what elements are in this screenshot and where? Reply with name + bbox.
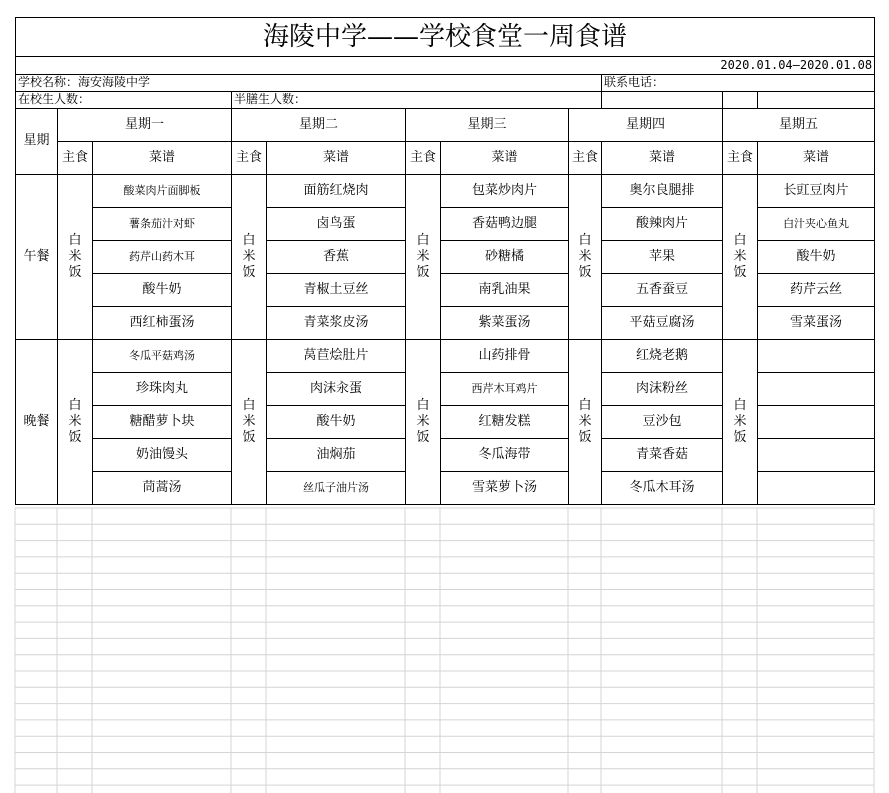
staple-char: 白 — [68, 397, 82, 413]
staple-char: 饭 — [733, 265, 747, 281]
weekly-menu-table — [15, 17, 875, 505]
staple-cell — [723, 340, 758, 505]
dish-cell: 红烧老鹅 — [602, 340, 723, 373]
dish-cell — [758, 373, 875, 406]
dish-cell: 珍珠肉丸 — [93, 373, 232, 406]
dish-cell: 酸牛奶 — [758, 241, 875, 274]
menu-header: 菜谱 — [602, 142, 723, 175]
dish-cell: 南乳油果 — [441, 274, 569, 307]
dish-cell: 丝瓜子油片汤 — [267, 472, 406, 505]
dish-cell: 紫菜蛋汤 — [441, 307, 569, 340]
staple-char: 米 — [578, 413, 592, 429]
dish-cell: 酸牛奶 — [93, 274, 232, 307]
students-in-school-label: 在校生人数： — [16, 92, 232, 109]
dish-cell: 山药排骨 — [441, 340, 569, 373]
day-header: 星期一 — [58, 109, 232, 142]
staple-char: 白 — [242, 232, 256, 248]
staple-char: 饭 — [242, 430, 256, 446]
staple-header: 主食 — [569, 142, 602, 175]
empty-cell — [758, 92, 875, 109]
empty-cell — [602, 92, 723, 109]
dish-cell: 药芹云丝 — [758, 274, 875, 307]
dish-cell: 面筋红烧肉 — [267, 175, 406, 208]
staple-char: 白 — [733, 232, 747, 248]
dish-cell: 雪菜蛋汤 — [758, 307, 875, 340]
dish-cell: 冬瓜海带 — [441, 439, 569, 472]
dish-cell — [758, 439, 875, 472]
staple-char: 饭 — [578, 265, 592, 281]
day-header: 星期五 — [723, 109, 875, 142]
staple-char: 米 — [242, 248, 256, 264]
dish-cell: 雪菜萝卜汤 — [441, 472, 569, 505]
menu-header: 菜谱 — [93, 142, 232, 175]
dish-cell: 奥尔良腿排 — [602, 175, 723, 208]
staple-char: 米 — [68, 413, 82, 429]
dish-cell — [758, 340, 875, 373]
dish-cell: 西芹木耳鸡片 — [441, 373, 569, 406]
staple-cell — [723, 175, 758, 340]
staple-char: 白 — [578, 397, 592, 413]
staple-cell — [569, 340, 602, 505]
staple-char: 饭 — [416, 430, 430, 446]
dish-cell: 五香蚕豆 — [602, 274, 723, 307]
staple-char: 米 — [733, 248, 747, 264]
staple-cell — [406, 175, 441, 340]
meal-label: 午餐 — [16, 175, 58, 340]
dish-cell: 白汁夹心鱼丸 — [758, 208, 875, 241]
staple-char: 白 — [416, 397, 430, 413]
dish-cell: 冬瓜平菇鸡汤 — [93, 340, 232, 373]
staple-char: 米 — [68, 248, 82, 264]
phone-label: 联系电话： — [602, 75, 875, 92]
dish-cell: 苹果 — [602, 241, 723, 274]
staple-header: 主食 — [58, 142, 93, 175]
staple-header: 主食 — [406, 142, 441, 175]
staple-char: 饭 — [733, 430, 747, 446]
dish-cell: 冬瓜木耳汤 — [602, 472, 723, 505]
staple-cell — [232, 340, 267, 505]
staple-char: 饭 — [242, 265, 256, 281]
dish-cell: 西红柿蛋汤 — [93, 307, 232, 340]
dish-cell: 青椒土豆丝 — [267, 274, 406, 307]
meal-label: 晚餐 — [16, 340, 58, 505]
dish-cell: 莴苣烩肚片 — [267, 340, 406, 373]
staple-char: 饭 — [578, 430, 592, 446]
half-board-students-label: 半膳生人数： — [232, 92, 602, 109]
dish-cell: 肉沫粉丝 — [602, 373, 723, 406]
dish-cell: 酸牛奶 — [267, 406, 406, 439]
staple-char: 米 — [578, 248, 592, 264]
staple-header: 主食 — [723, 142, 758, 175]
dish-cell: 长豇豆肉片 — [758, 175, 875, 208]
dish-cell: 青菜浆皮汤 — [267, 307, 406, 340]
staple-char: 白 — [733, 397, 747, 413]
day-header: 星期三 — [406, 109, 569, 142]
school-name: 学校名称：海安海陵中学 — [16, 75, 602, 92]
dish-cell: 酸菜肉片面脚板 — [93, 175, 232, 208]
menu-header: 菜谱 — [267, 142, 406, 175]
dish-cell: 茼蒿汤 — [93, 472, 232, 505]
dish-cell: 香蕉 — [267, 241, 406, 274]
staple-char: 米 — [242, 413, 256, 429]
dish-cell: 豆沙包 — [602, 406, 723, 439]
dish-cell — [758, 472, 875, 505]
dish-cell: 卤鸟蛋 — [267, 208, 406, 241]
staple-char: 饭 — [68, 430, 82, 446]
staple-char: 饭 — [68, 265, 82, 281]
dish-cell: 平菇豆腐汤 — [602, 307, 723, 340]
dish-cell: 砂糖橘 — [441, 241, 569, 274]
dish-cell: 酸辣肉片 — [602, 208, 723, 241]
staple-cell — [569, 175, 602, 340]
staple-char: 白 — [242, 397, 256, 413]
dish-cell: 香菇鸭边腿 — [441, 208, 569, 241]
menu-header: 菜谱 — [441, 142, 569, 175]
dish-cell: 奶油馒头 — [93, 439, 232, 472]
dish-cell: 青菜香菇 — [602, 439, 723, 472]
page-title: 海陵中学——学校食堂一周食谱 — [16, 18, 875, 57]
dish-cell: 糖醋萝卜块 — [93, 406, 232, 439]
staple-char: 白 — [416, 232, 430, 248]
dish-cell: 包菜炒肉片 — [441, 175, 569, 208]
staple-cell — [58, 340, 93, 505]
date-range: 2020.01.04—2020.01.08 — [16, 57, 875, 75]
day-header: 星期四 — [569, 109, 723, 142]
staple-cell — [406, 340, 441, 505]
weekday-header: 星期 — [16, 109, 58, 175]
dish-cell: 肉沫汆蛋 — [267, 373, 406, 406]
staple-char: 白 — [68, 232, 82, 248]
staple-char: 米 — [416, 413, 430, 429]
staple-char: 白 — [578, 232, 592, 248]
staple-header: 主食 — [232, 142, 267, 175]
staple-cell — [232, 175, 267, 340]
empty-cell — [723, 92, 758, 109]
dish-cell: 薯条茄汁对虾 — [93, 208, 232, 241]
staple-char: 米 — [733, 413, 747, 429]
staple-cell — [58, 175, 93, 340]
menu-header: 菜谱 — [758, 142, 875, 175]
dish-cell: 药芹山药木耳 — [93, 241, 232, 274]
dish-cell: 油焖茄 — [267, 439, 406, 472]
staple-char: 米 — [416, 248, 430, 264]
dish-cell — [758, 406, 875, 439]
day-header: 星期二 — [232, 109, 406, 142]
dish-cell: 红糖发糕 — [441, 406, 569, 439]
staple-char: 饭 — [416, 265, 430, 281]
